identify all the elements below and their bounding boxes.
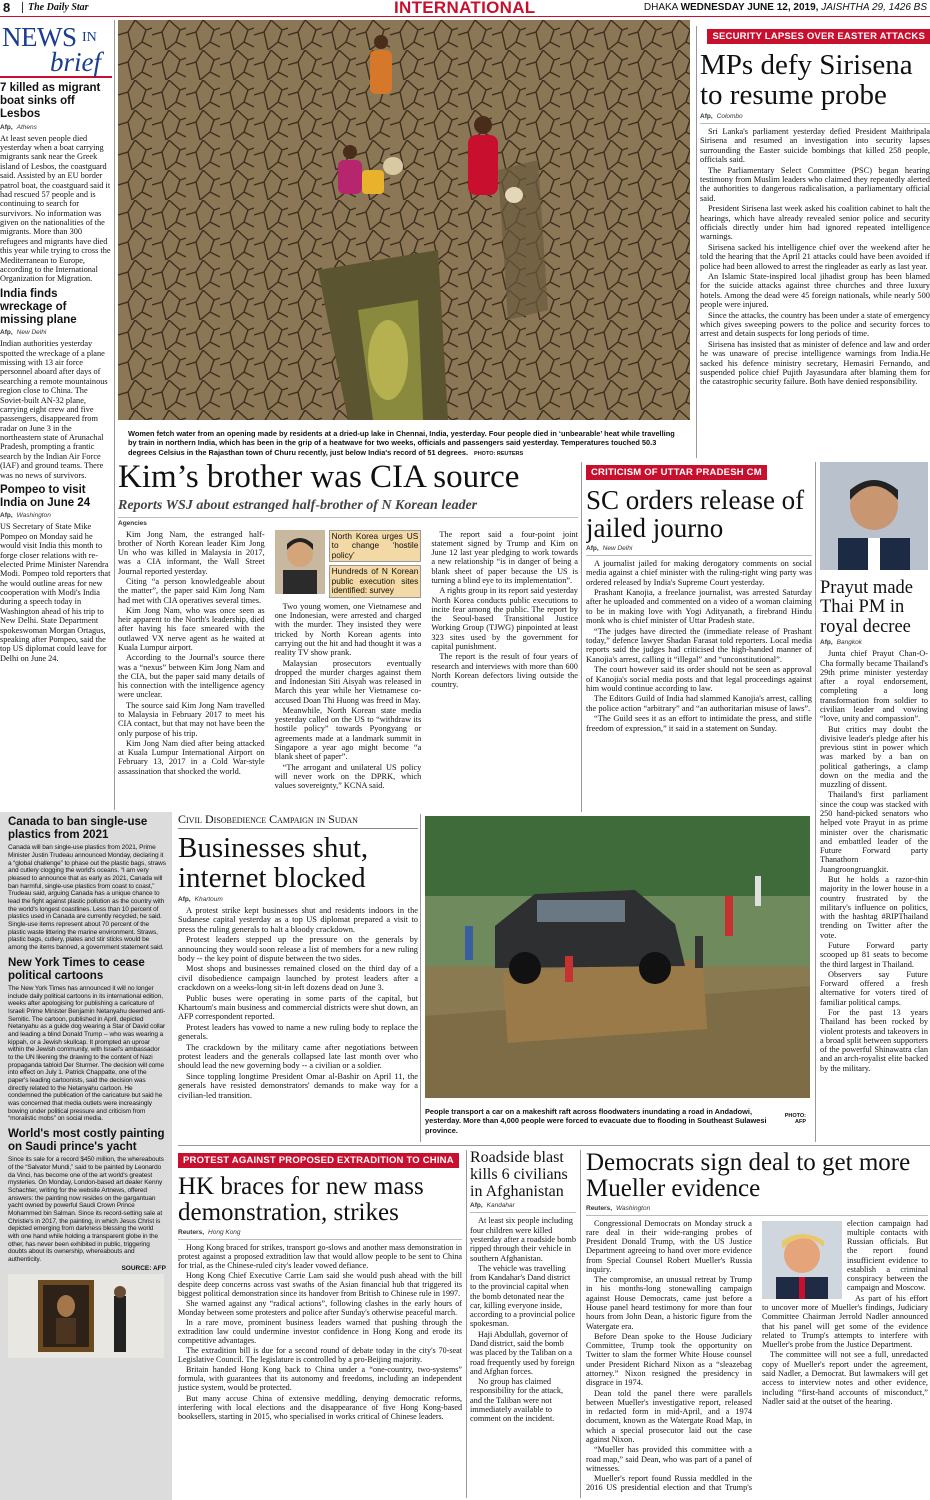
brief-headline: 7 killed as migrant boat sinks off Lesbos bbox=[0, 82, 101, 121]
flood-photo bbox=[425, 816, 810, 1142]
sidebar-item bbox=[8, 957, 166, 1123]
byline: Afp, Khartoum bbox=[178, 895, 223, 903]
byline: Afp, New Delhi bbox=[586, 544, 633, 552]
headline: Businesses shut, internet blocked bbox=[178, 832, 369, 895]
inset-line: Hundreds of N Korean public execution sites identified: survey bbox=[329, 565, 422, 598]
sidebar-headline: World's most costly painting on Saudi prince's yacht bbox=[8, 1127, 165, 1154]
news-brief-title-in: IN bbox=[82, 30, 97, 45]
sidebar-body: The New York Times has announced it will no longer include daily political cartoons in its international edition, weeks after apologising for publishing a caricature of Israeli Prime Minister Benjamin Netanyahu deemed anti-Semitic. The cartoon, published in April, depicted Netanyahu as a guide dog wearing a Star of David collar and leading a blind Donald Trump -- who was wearing a kippah, or a Jewish skullcap. It prompted an uproar within the Jewish community, with Israel's ambassador to the UN likening the drawing to the content of Nazi propaganda tabloid Der Sturmer. The decision will come into effect on July 1. Patrick Chappatte, one of the paper's leading cartoonists, said the decision was directly related to the Netanyahu cartoon. He condemned the publication of the caricature but said he was concerned that media outlets were increasingly bowing under political pressure and criticism from “moralistic mobs” on social media. bbox=[8, 985, 166, 1123]
byline: Reuters, Hong Kong bbox=[178, 1228, 241, 1236]
article-body: Sri Lanka's parliament yesterday defied President Maithripala Sirisena and resumed an investigation into security lapses surrounding the Easter suicide bombings that killed 258 people, officials said. The Parliamentary Select Committee (PSC) began hearing testimony from Muslim leaders who claimed they repeatedly alerted the authorities to dangerous radicalisation, a parliamentary official said. President Sirisena last week asked his coalition cabinet to halt the hearings, which have already revealed senior police and security officials directly under him had ignored repeated intelligence warnings. Sirisena sacked his intelligence chief over the weekend after he told the hearing that the April 21 attacks could have been avoided if police had been allowed to arrest the ringleader as early as last year. An Islamic State-inspired local jihadist group has been blamed for the suicide attacks against three churches and three luxury hotels. Among the dead were 45 foreign nationals, while nearly 500 people were injured. Since the attacks, the country has been under a state of emergency which gives sweeping powers to the police and security forces to arrest and detain suspects for long periods of time. Sirisena has insisted that as minister of defence and law and order he was unaware of precise intelligence warnings from India.He sacked his defence ministry secretary, Hemasiri Fernando, and suspended police chief Pujith Jayasundara after blaming them for the catastrophic security failure. Both have denied responsibility. bbox=[700, 123, 930, 387]
sidebar-headline: New York Times to cease political cartoons bbox=[8, 956, 145, 982]
sidebar-item bbox=[8, 816, 166, 952]
paper-name: The Daily Star bbox=[22, 2, 89, 13]
sirisena-article bbox=[700, 26, 930, 456]
article-body: At least six people including four children were killed yesterday after a roadside bomb ripped through their vehicle in southern Afghanistan. The vehicle was travelling from Kandahar's Dand district to the provincial capital when the bomb detonated near the car, killing everyone inside, according to a provincial police spokesman. Haji Abdullah, governor of Dand district, said the bomb was placed by the Taliban on a road frequently used by foreign and Afghan forces. No group has claimed responsibility for the attack, and the Taliban were not immediately available to comment on the incident. bbox=[470, 1212, 576, 1423]
news-brief-title-bottom: brief bbox=[50, 47, 101, 77]
article-body: Junta chief Prayut Chan-O-Cha formally became Thailand's 29th prime minister yesterday after a royal endorsement, completing a long transformation from soldier to civilian leader and vowing “love, unity and compassion”. But critics may doubt the divisive leader's pledge after his previous stint in power which was marked by a ban on political gatherings, a clamp down on the media and the muzzling of dissent. Thailand's first parliament since the coup was stacked with 250 hand-picked senators who helped vote Prayut in as prime minister over the charismatic and embattled leader of the Future Forward party Thanathorn Juangroongruangkit. But he holds a razor-thin majority in the lower house in a country frustrated by the military's influence on politics, with the hashtag #RIPThailand trending on Twitter after the vote. Future Forward party scooped up 81 seats to become the third largest in Thailand. Observers say Future Forward offered a fresh alternative for voters tired of familiar political camps. For the past 13 years Thailand has been rocked by violent protests and takeovers in a broad split between supporters of the powerful Shinawatra clan and an arch-royalist elite backed by the military. bbox=[820, 649, 928, 1073]
byline: Afp, Bangkok bbox=[820, 639, 862, 647]
kicker: SECURITY LAPSES OVER EASTER ATTACKS bbox=[707, 29, 930, 44]
headline: SC orders release of jailed journo bbox=[586, 485, 805, 544]
brief-headline: India finds wreckage of missing plane bbox=[0, 287, 77, 327]
photo-credit: PHOTO: REUTERS bbox=[474, 450, 524, 457]
page-number: 8 bbox=[3, 0, 11, 15]
article-body: Kim Jong Nam, the estranged half-brother of North Korean leader Kim Jong Un who was killed in Malaysia in 2017, was a CIA informant, the Wall Street Journal reported yesterday. Citing “a person knowledgeable about the matter”, the paper said Kim Jong Nam had met with CIA operatives several times. Kim Jong Nam, who was once seen as heir apparent to the North's leadership, died after having his face smeared with the outlawed VX nerve agent as he waited at Kuala Lumpur airport. According to the Journal's source there was a “nexus” between Kim Jong Nam and the CIA, but the paper said many details of his connection with the intelligence agency were unclear. The source said Kim Jong Nam travelled to Malaysia in February 2017 to meet his CIA contact, but that may not have been the only purpose of his trip. Kim Jong Nam died after being attacked at Kuala Lumpur International Airport on February 13, 2017 in a Cold War-style assassination that shocked the world. North Korea urges US to change ‘hostile policy’ Hundreds of N Korean public execution sites identified: survey Two young women, one Vietnamese and one Indonesian, were arrested and charged with the murder. They insisted they were tricked by North Korean agents into carrying out the hit and had thought it was a reality TV show prank. Malaysian prosecutors eventually dropped the murder charges against them and Indonesian Siti Aisyah was released in March this year while her Vietnamese co-accused Doan Thi Huong was freed in May. Meanwhile, North Korean state media yesterday called on the US to “withdraw its hostile policy” towards Pyongyang or agreements made at a landmark summit in Singapore a year ago might become “a blank sheet of paper”. “The arrogant and unilateral US policy will never work on the DPRK, which values sovereignty,” KCNA said. The report said a four-point joint statement signed by Trump and Kim on June 12 last year pledging to work towards a new relationship “is in danger of being a blank sheet of paper because the US is turning a blind eye to its implementation”. A rights group in its report said yesterday North Korea conducts public executions to incite fear among the public. The report by the Seoul-based Transitional Justice Working Group (TJWG) pinpointed at least 323 sites used by the government for capital punishment. The report is the result of four years of research and interviews with more than 600 North Korean defectors living outside the country. bbox=[118, 529, 578, 791]
news-brief-title bbox=[0, 20, 112, 78]
article-body: Congressional Democrats on Monday struck a rare deal in their wide-ranging probes of President Donald Trump, with the US Justice Department agreeing to hand over more evidence from Special Counsel Robert Mueller's Russia inquiry. The compromise, an unusual retreat by Trump in his months-long stonewalling campaign against House Democrats, came just before a House panel heard testimony for more than four hours from John Dean, a historic figure from the Watergate era. Before Dean spoke to the House Judiciary Committee, Trump took the opportunity on Twitter to slam the former White House counsel under President Richard Nixon as a “sleazebag attorney.” Nixon resigned the presidency in disgrace in 1974. Dean told the panel there were parallels between Mueller's investigative report, released in redacted form in mid-April, and a 1974 document, known as the Watergate Road Map, in which a special prosecutor laid out the case against Nixon. “Mueller has provided this committee with a road map,” said Dean, who was part of a panel of witnesses. Mueller's report found Russia meddled in the 2016 US presidential election and that Trump's election campaign had multiple contacts with Russian officials. But the report found insufficient evidence to establish a criminal conspiracy between the campaign and Moscow. As part of his effort to uncover more of Mueller's findings, Judiciary Committee Chairman Jerrold Nadler announced that his panel will get some of the evidence related to Trump's attempts to interfere with Mueller's probe from the Justice Department. The committee will not see a full, unredacted copy of Mueller's report under the agreement, said Nadler, a Democrat. But lawmakers will get access to interview notes and other evidence, including “first-hand accounts of misconduct,” Nadler said at the outset of the hearing. bbox=[586, 1215, 928, 1499]
dateline-bangla: JAISHTHA 29, 1426 BS bbox=[821, 2, 927, 13]
photo-caption: People transport a car on a makeshift raft across floodwaters inundating a road in Andadowi, yesterday. More than 4,000 people were forced to evacuate due to flooding in Southeast Sulawesi province. bbox=[425, 1107, 767, 1135]
sudan-article bbox=[178, 812, 418, 1142]
brief-item bbox=[0, 284, 112, 480]
masthead bbox=[0, 0, 930, 17]
brief-byline: Afp, Washington bbox=[0, 512, 51, 520]
brief-body: At least seven people died yesterday when a boat carrying migrants sank near the Greek island of Lesbos, the coastguard said. Assisted by an EU border patrol boat, the coastguard said it had rescued 57 people and is continuing to search for survivors. No information was given on the nationalities of the migrants. More than 300 refugees and migrants have died this year while trying to cross the Mediterranean to Europe, according to the International Organization for Migration. bbox=[0, 133, 111, 284]
photo-caption bbox=[118, 425, 690, 458]
subhead: Reports WSJ about estranged half-brother of N Korean leader bbox=[118, 498, 578, 518]
brief-headline: Pompeo to visit India on June 24 bbox=[0, 483, 91, 510]
article-body: A journalist jailed for making derogatory comments on social media against a chief minister with the ruling-right wing party was ordered released by India's Supreme Court yesterday. Prashant Kanojia, a freelance journalist, was arrested Saturday after he uploaded and commented on a video of a woman claiming to be in making love with Yogi Adityanath, a firebrand Hindu monk who is chief minister of Uttar Pradesh state. “The judges have directed the (immediate release of Prashant today,” defence lawyer Shadan Farasat told reporters. Local media reports said the judges had criticised the high-handed manner of Kanojia's arrest, calling it “illegal” and “unconstitutional”. The court however said its order should not be seen as approval of Kanojia's social media posts and that legal proceedings against him would continue according to law. The Editors Guild of India had slammed Kanojia's arrest, calling the police action “arbitrary” and “an authoritarian misuse of laws”. “The Guild sees it as an effort to intimidate the press, and stifle freedom of expression,” it said in a statement on Sunday. bbox=[586, 555, 812, 733]
kicker: PROTEST AGAINST PROPOSED EXTRADITION TO CHINA bbox=[178, 1153, 459, 1168]
headline: Kim’s brother was CIA source bbox=[118, 460, 520, 495]
source-credit: SOURCE: AFP bbox=[121, 1264, 166, 1272]
article-body: A protest strike kept businesses shut and residents indoors in the Sudanese capital yesterday as a top US diplomat prepared a visit to press the ruling generals to halt a bloody crackdown. Protest leaders stepped up the pressure on the generals by announcing they would soon release a list of members for a new ruling body -- the key point of dispute between the two sides. Most shops and businesses remained closed on the third day of a civil disobedience campaign launched by protest leaders after a crackdown on a weeks-long sit-in left dozens dead on June 3. Public buses were operating in some parts of the capital, but Khartoum's main business and commercial districts were shut down, an AFP correspondent reported. Protest leaders has vowed to name a new ruling body to replace the generals. The crackdown by the military came after negotiations between protest leaders and the generals collapsed late last month over who should lead the new governing body -- a civilian or a soldier. Since toppling longtime President Omar al-Bashir on April 11, the generals have resisted demonstrators' demands to make way for a civilian-led transition. bbox=[178, 905, 418, 1100]
prayut-article bbox=[820, 462, 928, 1144]
dateline bbox=[644, 2, 927, 13]
salvator-mundi-photo bbox=[8, 1274, 164, 1358]
journalist-article bbox=[586, 462, 812, 812]
brief-byline: Afp, New Delhi bbox=[0, 329, 47, 337]
sidebar-item bbox=[8, 1128, 166, 1264]
dateline-city: DHAKA bbox=[643, 2, 678, 13]
kim-jong-nam-portrait bbox=[275, 530, 325, 594]
news-brief bbox=[0, 20, 112, 812]
drought-photo bbox=[118, 20, 690, 473]
photo-caption-text: Women fetch water from an opening made by residents at a dried-up lake in Chennai, India, yesterday. Four people died in ‘unbearable’ heat while travelling by train in northern India, which has been in the grip of a heatwave for two weeks, officials and passengers said yesterday. Temperatures touched 50.3 degrees Celsius in the Rajasthan town of Churu recently, just below India's record of 51 degrees. bbox=[128, 429, 675, 457]
headline: Prayut made Thai PM in royal decree bbox=[820, 578, 913, 637]
brief-body: Indian authorities yesterday spotted the wreckage of a plane missing with 13 air force personnel aboard after days of searching a remote mountainous region close to China. The Soviet-built AN-32 plane, carrying eight crew and five passengers, disappeared from radar on June 3 in the northeastern state of Arunachal Pradesh, prompting a frantic search by the Indian Air Force (IAF) and ground teams. There was no news of survivors. bbox=[0, 339, 108, 480]
sidebar-headline: Canada to ban single-use plastics from 2021 bbox=[8, 816, 148, 842]
brief-body: US Secretary of State Mike Pompeo on Monday said he would visit India this month to forge closer relations with re-elected Prime Minister Narendra Modi. Pompeo told reporters that he would outline areas for new cooperation with Modi's India during a speech today in Washington ahead of his trip to New Delhi. State Department spokeswoman Morgan Ortagus, speaking after Pompeo, said the top US diplomat could leave for Delhi on June 24. bbox=[0, 522, 111, 663]
mueller-article bbox=[586, 1150, 928, 1500]
headline: HK braces for new mass demonstration, strikes bbox=[178, 1173, 424, 1227]
car-on-raft-image bbox=[425, 816, 810, 1098]
hk-article bbox=[178, 1150, 462, 1500]
headline: MPs defy Sirisena to resume probe bbox=[700, 49, 913, 112]
byline: Afp, Colombo bbox=[700, 112, 743, 120]
trump-portrait bbox=[762, 1221, 842, 1299]
article-body: Hong Kong braced for strikes, transport go-slows and another mass demonstration in protest against a proposed extradition law that would allow people to be sent to China for trial, as the Chinese-ruled city's leader vowed defiance. Hong Kong Chief Executive Carrie Lam said she would push ahead with the bill despite deep concerns across vast swaths of the Asian financial hub that triggered its biggest political demonstration since its handover from British to Chinese rule in 1997. She warned against any “radical actions”, following clashes in the early hours of Monday between some protesters and police after Sunday's otherwise peaceful march. In a rare move, prominent business leaders warned that pushing through the extradition law could undermine investor confidence in Hong Kong and erode its competitive advantages. The extradition bill is due for a second round of debate today in the city's 70-seat Legislative Council. The legislature is controlled by a pro-Beijing majority. Britain handed Hong Kong back to China under a “one-country, two-systems” formula, with guarantees that its autonomy and freedoms, including an independent justice system, would be protected. But many accuse China of extensive meddling, denying democratic reforms, interfering with local elections and the disappearance of five Hong Kong-based booksellers, starting in 2015, who specialised in works critical of Chinese leaders. bbox=[178, 1239, 462, 1421]
kicker: CRITICISM OF UTTAR PRADESH CM bbox=[586, 465, 767, 480]
cracked-lakebed-image bbox=[118, 20, 690, 420]
kim-inset bbox=[275, 530, 422, 598]
sidebar-body: Canada will ban single-use plastics from 2021, Prime Minister Justin Trudeau announced Monday, declaring it a “global challenge” to phase out the plastic bags, straws and cutlery clogging the world's oceans. “I am very pleased to announce that as early as 2021, Canada will ban harmful, single-use plastics from coast to coast,” Trudeau said, arguing Canada has a unique chance to lead the fight against plastic pollution as the country with the world's longest coastlines. Less than 10 percent of plastics used in Canada are currently recycled, he said. Single-use items represent about 70 percent of the plastic waste littering the marine environment. Straws, plastic bags, cutlery, plates and stir sticks would be among the items banned, a government statement said. bbox=[8, 844, 166, 951]
kim-article bbox=[118, 460, 578, 812]
section-title: INTERNATIONAL bbox=[394, 0, 536, 17]
byline: Agencies bbox=[118, 519, 147, 527]
headline: Roadside blast kills 6 civilians in Afghanistan bbox=[470, 1150, 568, 1200]
kicker: Civil Disobedience Campaign in Sudan bbox=[178, 812, 418, 829]
brief-byline: Afp, Athens bbox=[0, 123, 37, 131]
prayut-portrait bbox=[820, 462, 928, 570]
world-brief-sidebar bbox=[0, 812, 172, 1500]
brief-item bbox=[0, 480, 112, 663]
news-brief-title-top: NEWS bbox=[2, 22, 77, 52]
inset-line: North Korea urges US to change ‘hostile policy’ bbox=[329, 530, 422, 563]
brief-item bbox=[0, 78, 112, 284]
dateline-date: WEDNESDAY JUNE 12, 2019, bbox=[680, 2, 819, 13]
byline: Afp, Kandahar bbox=[470, 1202, 515, 1210]
sidebar-body: Since its sale for a record $450 million, the whereabouts of the “Salvator Mundi,” said to be painted by Leonardo da Vinci, has become one of the art world's greatest mysteries. On Monday, London-based art dealer Kenny Schachter, writing for the website Artnews, offered answers: the painting now resides on the gargantuan yacht owned by powerful Saudi Crown Prince Mohammed bin Salman. Since its record-setting sale at Christie's in 2017, the painting, in which Jesus Christ is depicted emerging from darkness blessing the world with one hand while holding a transparent globe in the other, has never been exhibited in public, triggering doubts about its ownership, whereabouts and authenticity. bbox=[8, 1156, 164, 1263]
photo-credit: PHOTO: AFP bbox=[784, 1113, 806, 1125]
afghan-article bbox=[470, 1150, 576, 1500]
headline: Democrats sign deal to get more Mueller evidence bbox=[586, 1150, 911, 1203]
byline: Reuters, Washington bbox=[586, 1204, 651, 1212]
